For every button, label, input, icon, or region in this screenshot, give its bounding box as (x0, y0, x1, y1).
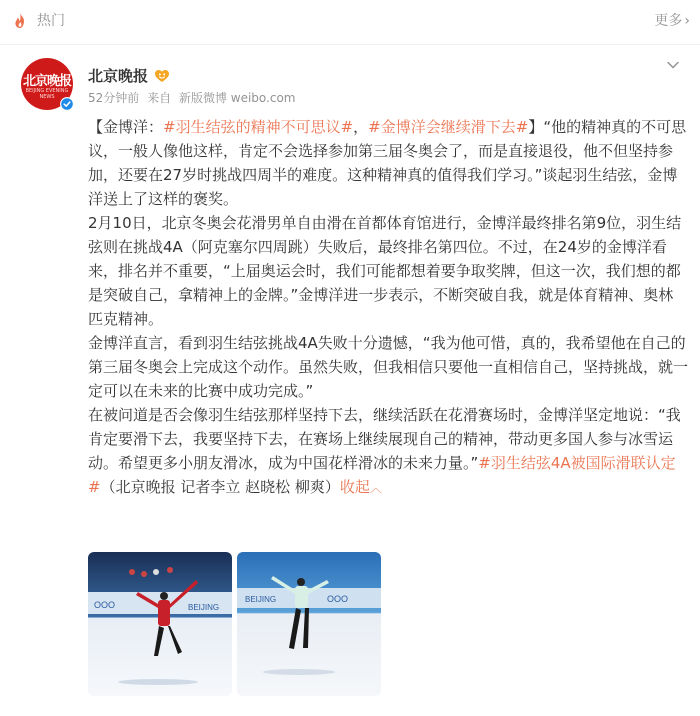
hashtag-link[interactable]: #金博洋会继续滑下去# (368, 118, 529, 136)
svg-text:OOO: OOO (94, 600, 116, 610)
post-text-segment: 【金博洋： (88, 118, 164, 136)
collapse-link[interactable]: 收起︿ (339, 478, 382, 496)
svg-text:BEIJING: BEIJING (188, 603, 220, 612)
avatar-logo-subtext: BEIJING EVENING NEWS (25, 88, 69, 100)
section-title: 热门 (37, 13, 65, 29)
post-text-segment: 金博洋直言，看到羽生结弦挑战4A失败十分遗憾，“我为他可惜，真的，我希望他在自己的第三届冬奥会上完成这个动作。虽然失败，但我相信只要他一直相信自己，坚持挑战，就一定可以在未来的比赛中成功完成。” (88, 334, 689, 400)
post-text (88, 115, 688, 500)
fire-icon (11, 12, 29, 30)
post-text-segment: ， (353, 118, 369, 136)
verified-icon (60, 97, 74, 111)
post-text-segment: （北京晚报 记者李立 赵晓松 柳爽） (100, 478, 340, 496)
post-image-1[interactable] (88, 552, 232, 696)
post-meta (88, 90, 300, 106)
svg-text:BEIJING: BEIJING (245, 595, 277, 604)
post-text-segment: 在被问道是否会像羽生结弦那样坚持下去，继续活跃在花滑赛场时，金博洋坚定地说：“我肯定要滑下去，我要坚持下去，在赛场上继续展现自己的精神，带动更多国人参与冰雪运动。希望更多小朋友滑冰，成为中国花样滑冰的未来力量。” (88, 406, 681, 472)
chevron-down-icon[interactable] (666, 58, 680, 72)
username[interactable]: 北京晚报 (88, 67, 149, 85)
hot-section-header (0, 0, 700, 45)
hashtag-link[interactable]: #羽生结弦4A被国际滑联认定# (88, 454, 676, 496)
post-source[interactable]: 新版微博 weibo.com (178, 91, 296, 105)
post-paragraph (88, 211, 688, 331)
post-paragraph (88, 331, 688, 403)
post-image-2[interactable] (237, 552, 381, 696)
hashtag-link[interactable]: #羽生结弦的精神不可思议# (163, 118, 354, 136)
chevron-right-icon: › (684, 13, 690, 29)
post-time[interactable]: 52分钟前 (88, 91, 140, 105)
post-paragraph (88, 115, 688, 211)
source-prefix: 来自 (147, 91, 172, 105)
weibo-post-card (0, 45, 700, 716)
more-link[interactable] (654, 12, 690, 30)
svg-text:OOO: OOO (327, 594, 349, 604)
post-text-segment: 2月10日，北京冬奥会花滑男单自由滑在首都体育馆进行，金博洋最终排名第9位，羽生结弦则在挑战4A（阿克塞尔四周跳）失败后，最终排名第四位。不过，在24岁的金博洋看来，排名并不重要，“上届奥运会时，我们可能都想着要争取奖牌，但这一次，我们想的都是突破自己，拿精神上的金牌。”金博洋进一步表示，不断突破自我，就是体育精神、奥林匹克精神。 (88, 214, 682, 328)
vip-heart-icon[interactable] (154, 68, 170, 84)
post-text-segment: 】“他的精神真的不可思议，一般人像他这样，肯定不会选择参加第三届冬奥会了，而是直接退役，他不但坚持参加，还要在27岁时挑战四周半的难度。这种精神真的值得我们学习。”谈起羽生结弦，金博洋送上了这样的褒奖。 (88, 118, 687, 208)
chevron-up-icon: ︿ (369, 481, 382, 495)
more-label: 更多 (654, 13, 683, 29)
post-paragraph (88, 403, 688, 500)
avatar-logo-text: 北京晚报 (22, 74, 71, 89)
